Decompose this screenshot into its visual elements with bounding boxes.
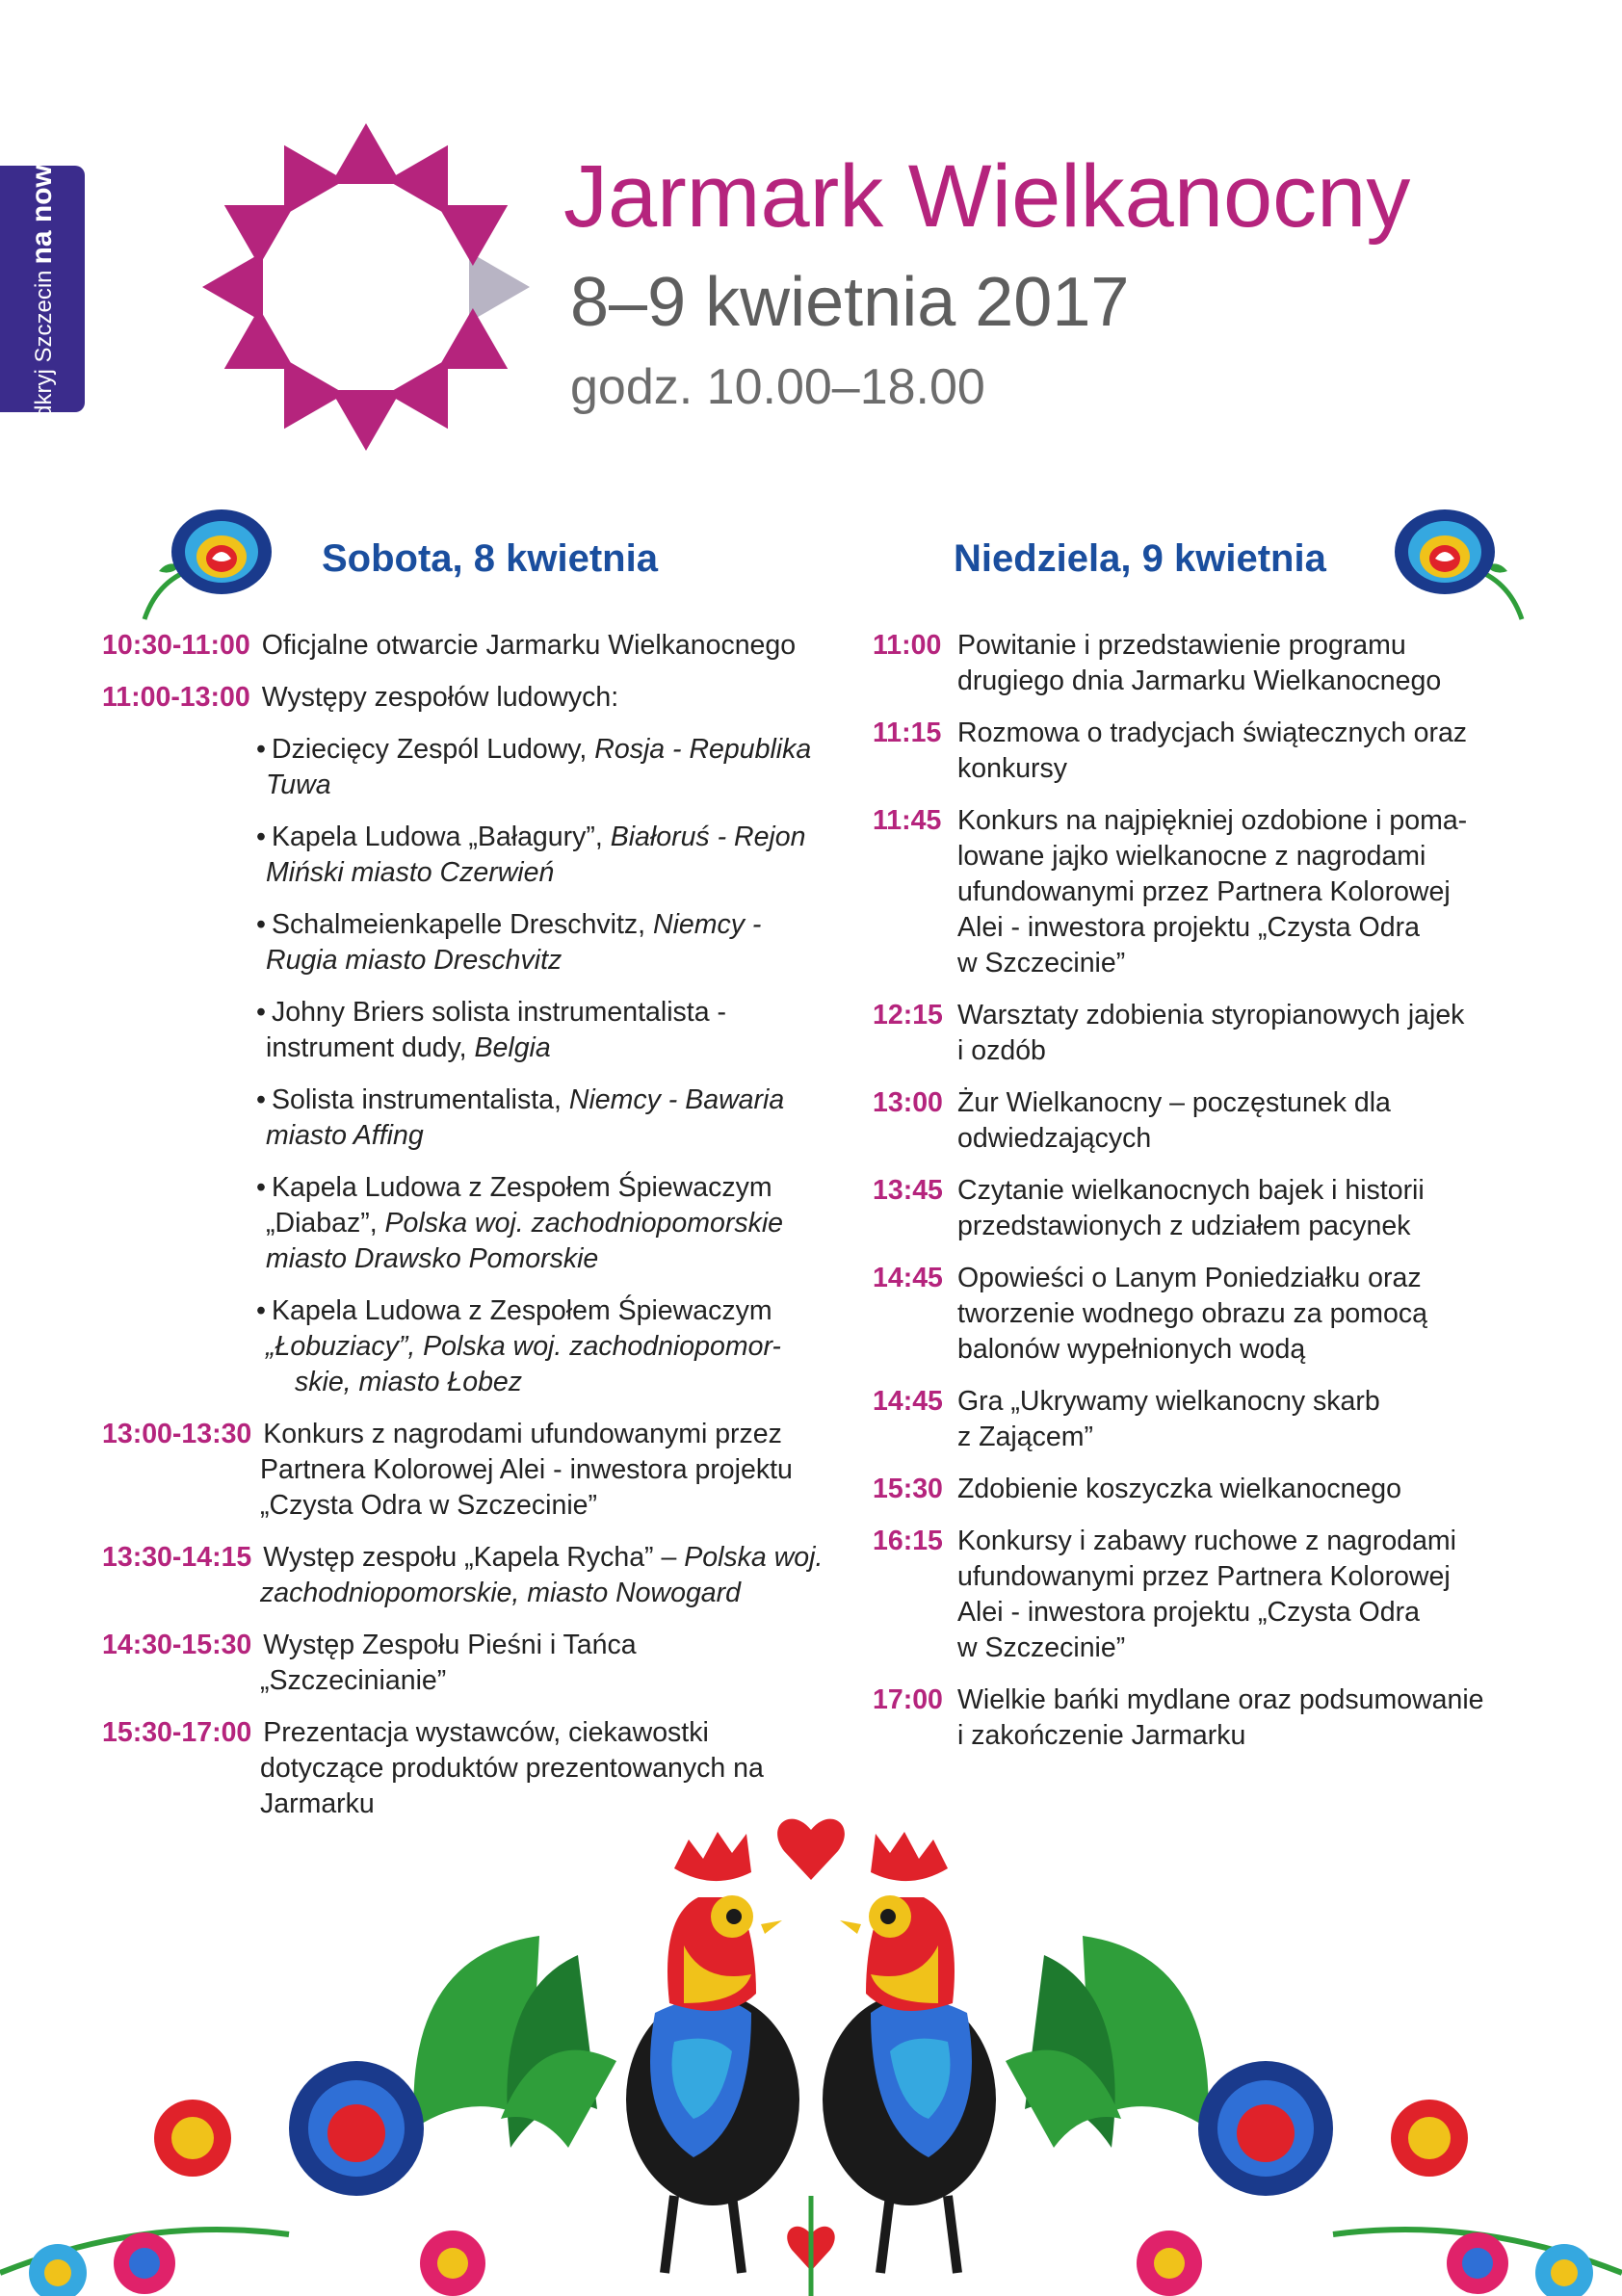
logo-triangle bbox=[438, 205, 509, 266]
schedule-entry bbox=[873, 803, 1508, 981]
folk-flower-right-icon bbox=[1387, 499, 1531, 624]
entry-text-line: lowane jajko wielkanocne z nagrodami bbox=[957, 841, 1426, 872]
entry-time: 16:15 bbox=[873, 1526, 943, 1556]
schedule-entry bbox=[873, 1472, 1508, 1507]
entry-text: Oficjalne otwarcie Jarmarku Wielkanocnego bbox=[261, 630, 797, 661]
list-item: • Schalmeienkapelle Dreschvitz, Niemcy - Rugia miasto Dreschvitz bbox=[256, 909, 762, 976]
entry-text-line: Zdobienie koszyczka wielkanocnego bbox=[957, 1474, 1402, 1504]
schedule-entry bbox=[873, 1524, 1508, 1666]
entry-time: 11:45 bbox=[873, 805, 942, 836]
city-tab-line1: odkryj Szczecin bbox=[31, 270, 57, 431]
schedule-entry bbox=[102, 680, 834, 716]
folk-flower-left-icon bbox=[135, 499, 279, 624]
page-title: Jarmark Wielkanocny bbox=[563, 147, 1411, 246]
logo-triangle bbox=[202, 252, 263, 323]
list-item: • Solista instrumentalista, Niemcy - Bawaria miasto Affing bbox=[256, 1084, 785, 1151]
entry-text-line: Czytanie wielkanocnych bajek i historii bbox=[957, 1175, 1425, 1206]
entry-text-line: Wielkie bańki mydlane oraz podsumowanie bbox=[957, 1684, 1484, 1715]
event-logo-icon bbox=[193, 114, 539, 460]
entry-text-line: Opowieści o Lanym Poniedziałku oraz bbox=[957, 1263, 1422, 1293]
entry-time: 11:00-13:00 bbox=[102, 682, 250, 713]
entry-text-line: konkursy bbox=[957, 753, 1068, 784]
entry-text-line: Konkursy i zabawy ruchowe z nagrodami bbox=[957, 1526, 1456, 1556]
entry-text-line: z Zającem” bbox=[957, 1422, 1093, 1452]
entry-text-line: i zakończenie Jarmarku bbox=[957, 1720, 1246, 1751]
entry-time: 13:45 bbox=[873, 1175, 943, 1206]
entry-time: 13:00 bbox=[873, 1087, 943, 1118]
list-item: • Johny Briers solista instrumentalista - instrument dudy, Belgia bbox=[256, 997, 726, 1063]
entry-text-line: Żur Wielkanocny – poczęstunek dla bbox=[957, 1087, 1391, 1118]
entry-text-line: w Szczecinie” bbox=[957, 1632, 1126, 1663]
entry-text-line: drugiego dnia Jarmarku Wielkanocnego bbox=[957, 665, 1442, 696]
entry-text-line: Warsztaty zdobienia styropianowych jajek bbox=[957, 1000, 1465, 1031]
folk-flowers-left-icon bbox=[0, 2061, 485, 2296]
logo-triangle bbox=[438, 308, 509, 369]
entry-text-line: tworzenie wodnego obrazu za pomocą bbox=[957, 1298, 1427, 1329]
entry-time: 13:30-14:15 bbox=[102, 1542, 252, 1573]
entry-time: 14:45 bbox=[873, 1386, 943, 1417]
logo-triangle bbox=[331, 123, 402, 184]
logo-triangle bbox=[387, 145, 448, 216]
logo-triangle bbox=[331, 390, 402, 451]
logo-triangle bbox=[224, 205, 295, 266]
entry-time: 15:30 bbox=[873, 1474, 943, 1504]
entry-text-line: Konkurs na najpiękniej ozdobione i poma- bbox=[957, 805, 1468, 836]
logo-triangle bbox=[284, 359, 345, 430]
entry-time: 11:00 bbox=[873, 630, 942, 661]
schedule-entry bbox=[873, 1683, 1508, 1754]
entry-text: Występy zespołów ludowych: bbox=[261, 682, 619, 713]
entry-time: 17:00 bbox=[873, 1684, 943, 1715]
schedule-entry bbox=[873, 628, 1508, 699]
folk-flowers-right-icon bbox=[1137, 2061, 1622, 2296]
event-dates: 8–9 kwietnia 2017 bbox=[570, 264, 1130, 341]
entry-time: 12:15 bbox=[873, 1000, 943, 1031]
entry-time: 10:30-11:00 bbox=[102, 630, 250, 661]
entry-text-line: Alei - inwestora projektu „Czysta Odra bbox=[957, 912, 1420, 943]
city-tab-text bbox=[28, 147, 57, 430]
entry-text-line: balonów wypełnionych wodą bbox=[957, 1334, 1306, 1365]
folk-groups-list bbox=[256, 732, 834, 1400]
schedule-entry: 14:30-15:30 Występ Zespołu Pieśni i Tańca „Szczecinianie” bbox=[102, 1630, 637, 1696]
entry-text-line: przedstawionych z udziałem pacynek bbox=[957, 1211, 1411, 1241]
entry-text-line: i ozdób bbox=[957, 1035, 1046, 1066]
entry-time: 13:00-13:30 bbox=[102, 1419, 252, 1449]
saturday-schedule bbox=[102, 628, 834, 1839]
sunday-heading: Niedziela, 9 kwietnia bbox=[954, 537, 1326, 580]
schedule-entry bbox=[873, 1085, 1508, 1157]
folk-roosters-illustration-icon bbox=[0, 1811, 1622, 2296]
sunday-schedule bbox=[873, 628, 1508, 1770]
entry-time: 15:30-17:00 bbox=[102, 1717, 252, 1748]
schedule-entry: 15:30-17:00 Prezentacja wystawców, ciekawostki dotyczące produktów prezentowanych na Jarmarku bbox=[102, 1717, 764, 1819]
list-item: • Kapela Ludowa „Bałagury”, Białoruś - Rejon Miński miasto Czerwień bbox=[256, 822, 806, 888]
entry-text-line: w Szczecinie” bbox=[957, 948, 1126, 978]
schedule-entry bbox=[102, 628, 834, 664]
city-tab-line2: na nowo bbox=[26, 146, 58, 265]
list-item: • Dziecięcy Zespól Ludowy, Rosja - Republika Tuwa bbox=[256, 734, 812, 800]
schedule-entry bbox=[873, 1384, 1508, 1455]
event-hours: godz. 10.00–18.00 bbox=[570, 359, 985, 415]
entry-text-line: odwiedzających bbox=[957, 1123, 1152, 1154]
schedule-entry: 13:00-13:30 Konkurs z nagrodami ufundowanymi przez Partnera Kolorowej Alei - inwestora projektu „Czysta Odra w Szczecinie” bbox=[102, 1419, 793, 1521]
entry-text-line: Rozmowa o tradycjach świątecznych oraz bbox=[957, 718, 1468, 748]
city-tab bbox=[0, 146, 85, 431]
logo-triangle bbox=[469, 252, 530, 323]
rooster-left-icon bbox=[413, 1832, 799, 2273]
entry-time: 14:30-15:30 bbox=[102, 1630, 252, 1660]
rooster-right-icon bbox=[823, 1832, 1209, 2273]
schedule-entry bbox=[873, 1261, 1508, 1368]
list-item: • Kapela Ludowa z Zespołem Śpiewaczym „Łobuziacy”, Polska woj. zachodniopomor- skie, miasto Łobez bbox=[256, 1295, 781, 1397]
entry-text-line: ufundowanymi przez Partnera Kolorowej bbox=[957, 876, 1451, 907]
entry-text-line: ufundowanymi przez Partnera Kolorowej bbox=[957, 1561, 1451, 1592]
entry-text-line: Gra „Ukrywamy wielkanocny skarb bbox=[957, 1386, 1380, 1417]
schedule-entry bbox=[873, 716, 1508, 787]
entry-time: 14:45 bbox=[873, 1263, 943, 1293]
entry-text-line: Powitanie i przedstawienie programu bbox=[957, 630, 1406, 661]
entry-time: 11:15 bbox=[873, 718, 942, 748]
list-item: • Kapela Ludowa z Zespołem Śpiewaczym „Diabaz”, Polska woj. zachodniopomorskie miasto Drawsko Pomorskie bbox=[256, 1172, 784, 1274]
schedule-entry bbox=[873, 1173, 1508, 1244]
saturday-heading: Sobota, 8 kwietnia bbox=[322, 537, 658, 580]
schedule-entry bbox=[873, 998, 1508, 1069]
schedule-entry: 13:30-14:15 Występ zespołu „Kapela Rycha” – Polska woj. zachodniopomorskie, miasto Nowogard bbox=[102, 1542, 824, 1608]
entry-text-line: Alei - inwestora projektu „Czysta Odra bbox=[957, 1597, 1420, 1628]
